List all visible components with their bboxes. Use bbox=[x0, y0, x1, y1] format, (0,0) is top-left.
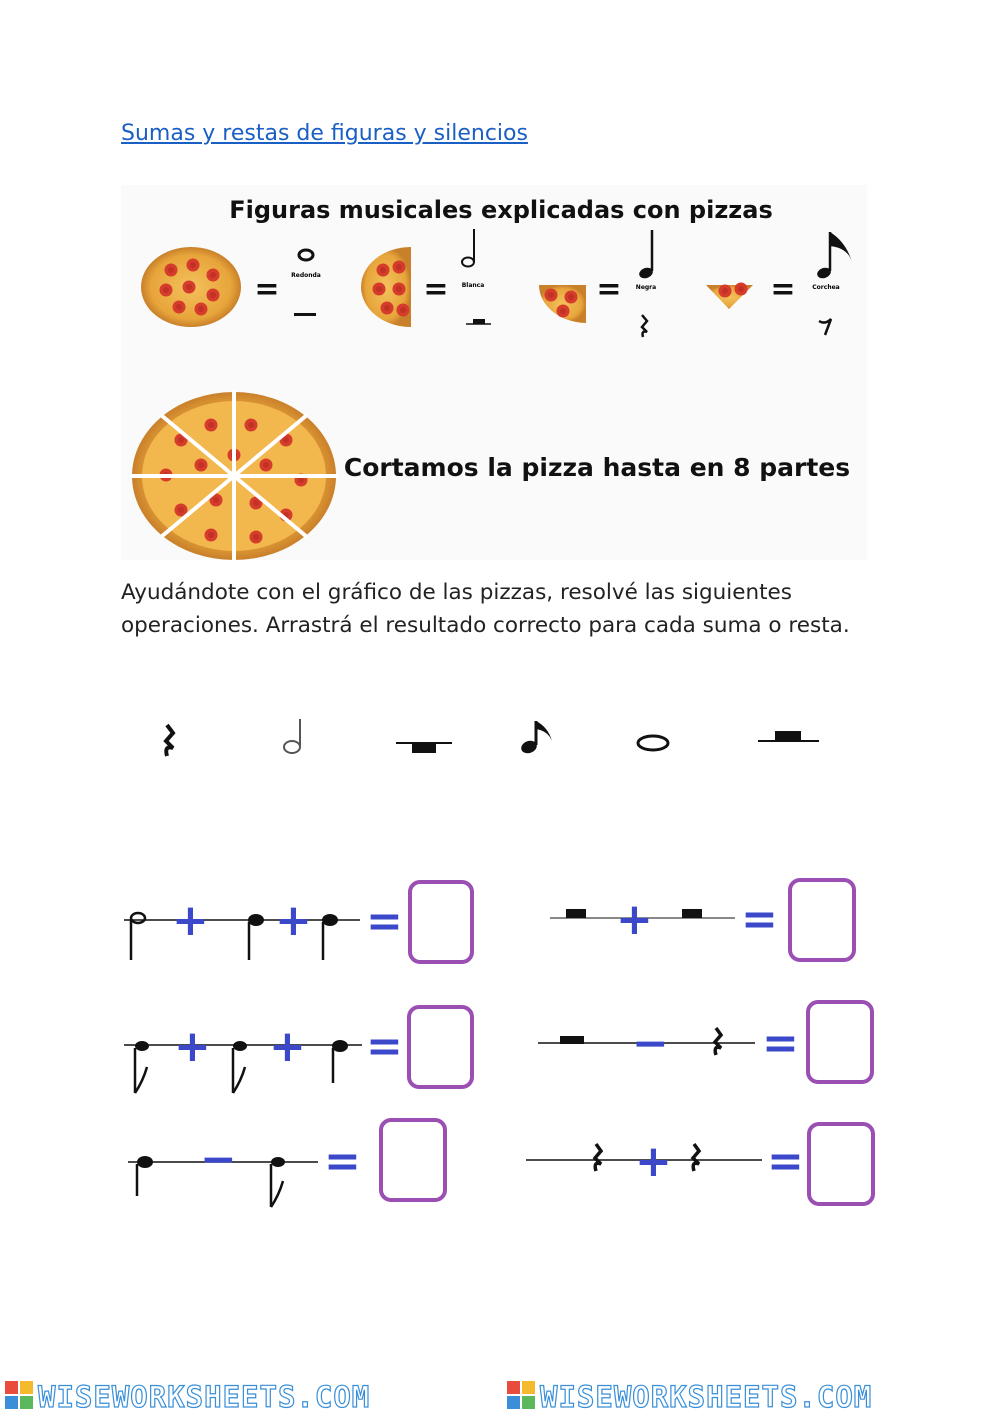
answer-dropbox-2[interactable] bbox=[788, 878, 856, 962]
option-whole-rest-icon[interactable] bbox=[753, 713, 823, 763]
answer-dropbox-4[interactable] bbox=[806, 1000, 874, 1084]
svg-text:Blanca: Blanca bbox=[461, 282, 485, 289]
svg-text:=: = bbox=[770, 272, 796, 307]
answer-dropbox-3[interactable] bbox=[407, 1005, 474, 1089]
svg-text:Negra: Negra bbox=[635, 284, 657, 291]
minus-operator: − bbox=[632, 1018, 669, 1069]
option-half-note-icon[interactable] bbox=[258, 713, 328, 763]
svg-text:=: = bbox=[254, 272, 280, 307]
sliced-pizza-icon bbox=[130, 390, 338, 560]
instructions-text: Ayudándote con el gráfico de las pizzas, resolvé las siguientes operaciones. Arrastrá el resultado correcto para cada suma o resta. bbox=[121, 580, 850, 638]
footer-watermark bbox=[0, 1376, 1000, 1413]
option-quarter-rest-icon[interactable] bbox=[135, 713, 205, 763]
plus-operator: + bbox=[172, 895, 209, 946]
banner-heading: Figuras musicales explicadas con pizzas bbox=[229, 196, 773, 224]
equals-operator: = bbox=[762, 1018, 799, 1069]
watermark-text: WISEWORKSHEETS.COM bbox=[540, 1380, 873, 1414]
equals-operator: = bbox=[366, 1021, 403, 1072]
whole-rest-icon bbox=[294, 313, 316, 316]
option-half-rest-icon[interactable] bbox=[390, 713, 460, 763]
svg-text:=: = bbox=[596, 272, 622, 307]
exercise-1-notation bbox=[124, 913, 360, 960]
wiseworksheets-logo-icon bbox=[506, 1380, 536, 1410]
plus-operator: + bbox=[616, 894, 653, 945]
plus-operator: + bbox=[269, 1021, 306, 1072]
wiseworksheets-logo-icon bbox=[4, 1380, 34, 1410]
svg-text:Redonda: Redonda bbox=[291, 272, 321, 279]
exercise-3-notation bbox=[124, 1040, 362, 1093]
option-whole-note-icon[interactable] bbox=[618, 718, 688, 768]
equals-operator: = bbox=[741, 894, 778, 945]
whole-pizza-icon bbox=[141, 247, 241, 327]
plus-operator: + bbox=[275, 895, 312, 946]
plus-operator: + bbox=[174, 1021, 211, 1072]
equals-operator: = bbox=[767, 1136, 804, 1187]
cut-text: Cortamos la pizza hasta en 8 partes bbox=[343, 453, 851, 482]
answer-dropbox-5[interactable] bbox=[379, 1118, 447, 1202]
equals-operator: = bbox=[324, 1136, 361, 1187]
svg-text:Corchea: Corchea bbox=[812, 284, 840, 291]
pizza-banner bbox=[121, 185, 867, 560]
equals-operator: = bbox=[366, 896, 403, 947]
answer-dropbox-6[interactable] bbox=[807, 1122, 875, 1206]
plus-operator: + bbox=[635, 1136, 672, 1187]
option-eighth-note-icon[interactable] bbox=[503, 713, 573, 763]
watermark-text: WISEWORKSHEETS.COM bbox=[38, 1380, 371, 1414]
minus-operator: − bbox=[200, 1134, 237, 1185]
svg-text:=: = bbox=[423, 272, 449, 307]
title-link[interactable]: Sumas y restas de figuras y silencios bbox=[121, 121, 528, 146]
answer-dropbox-1[interactable] bbox=[408, 880, 474, 964]
